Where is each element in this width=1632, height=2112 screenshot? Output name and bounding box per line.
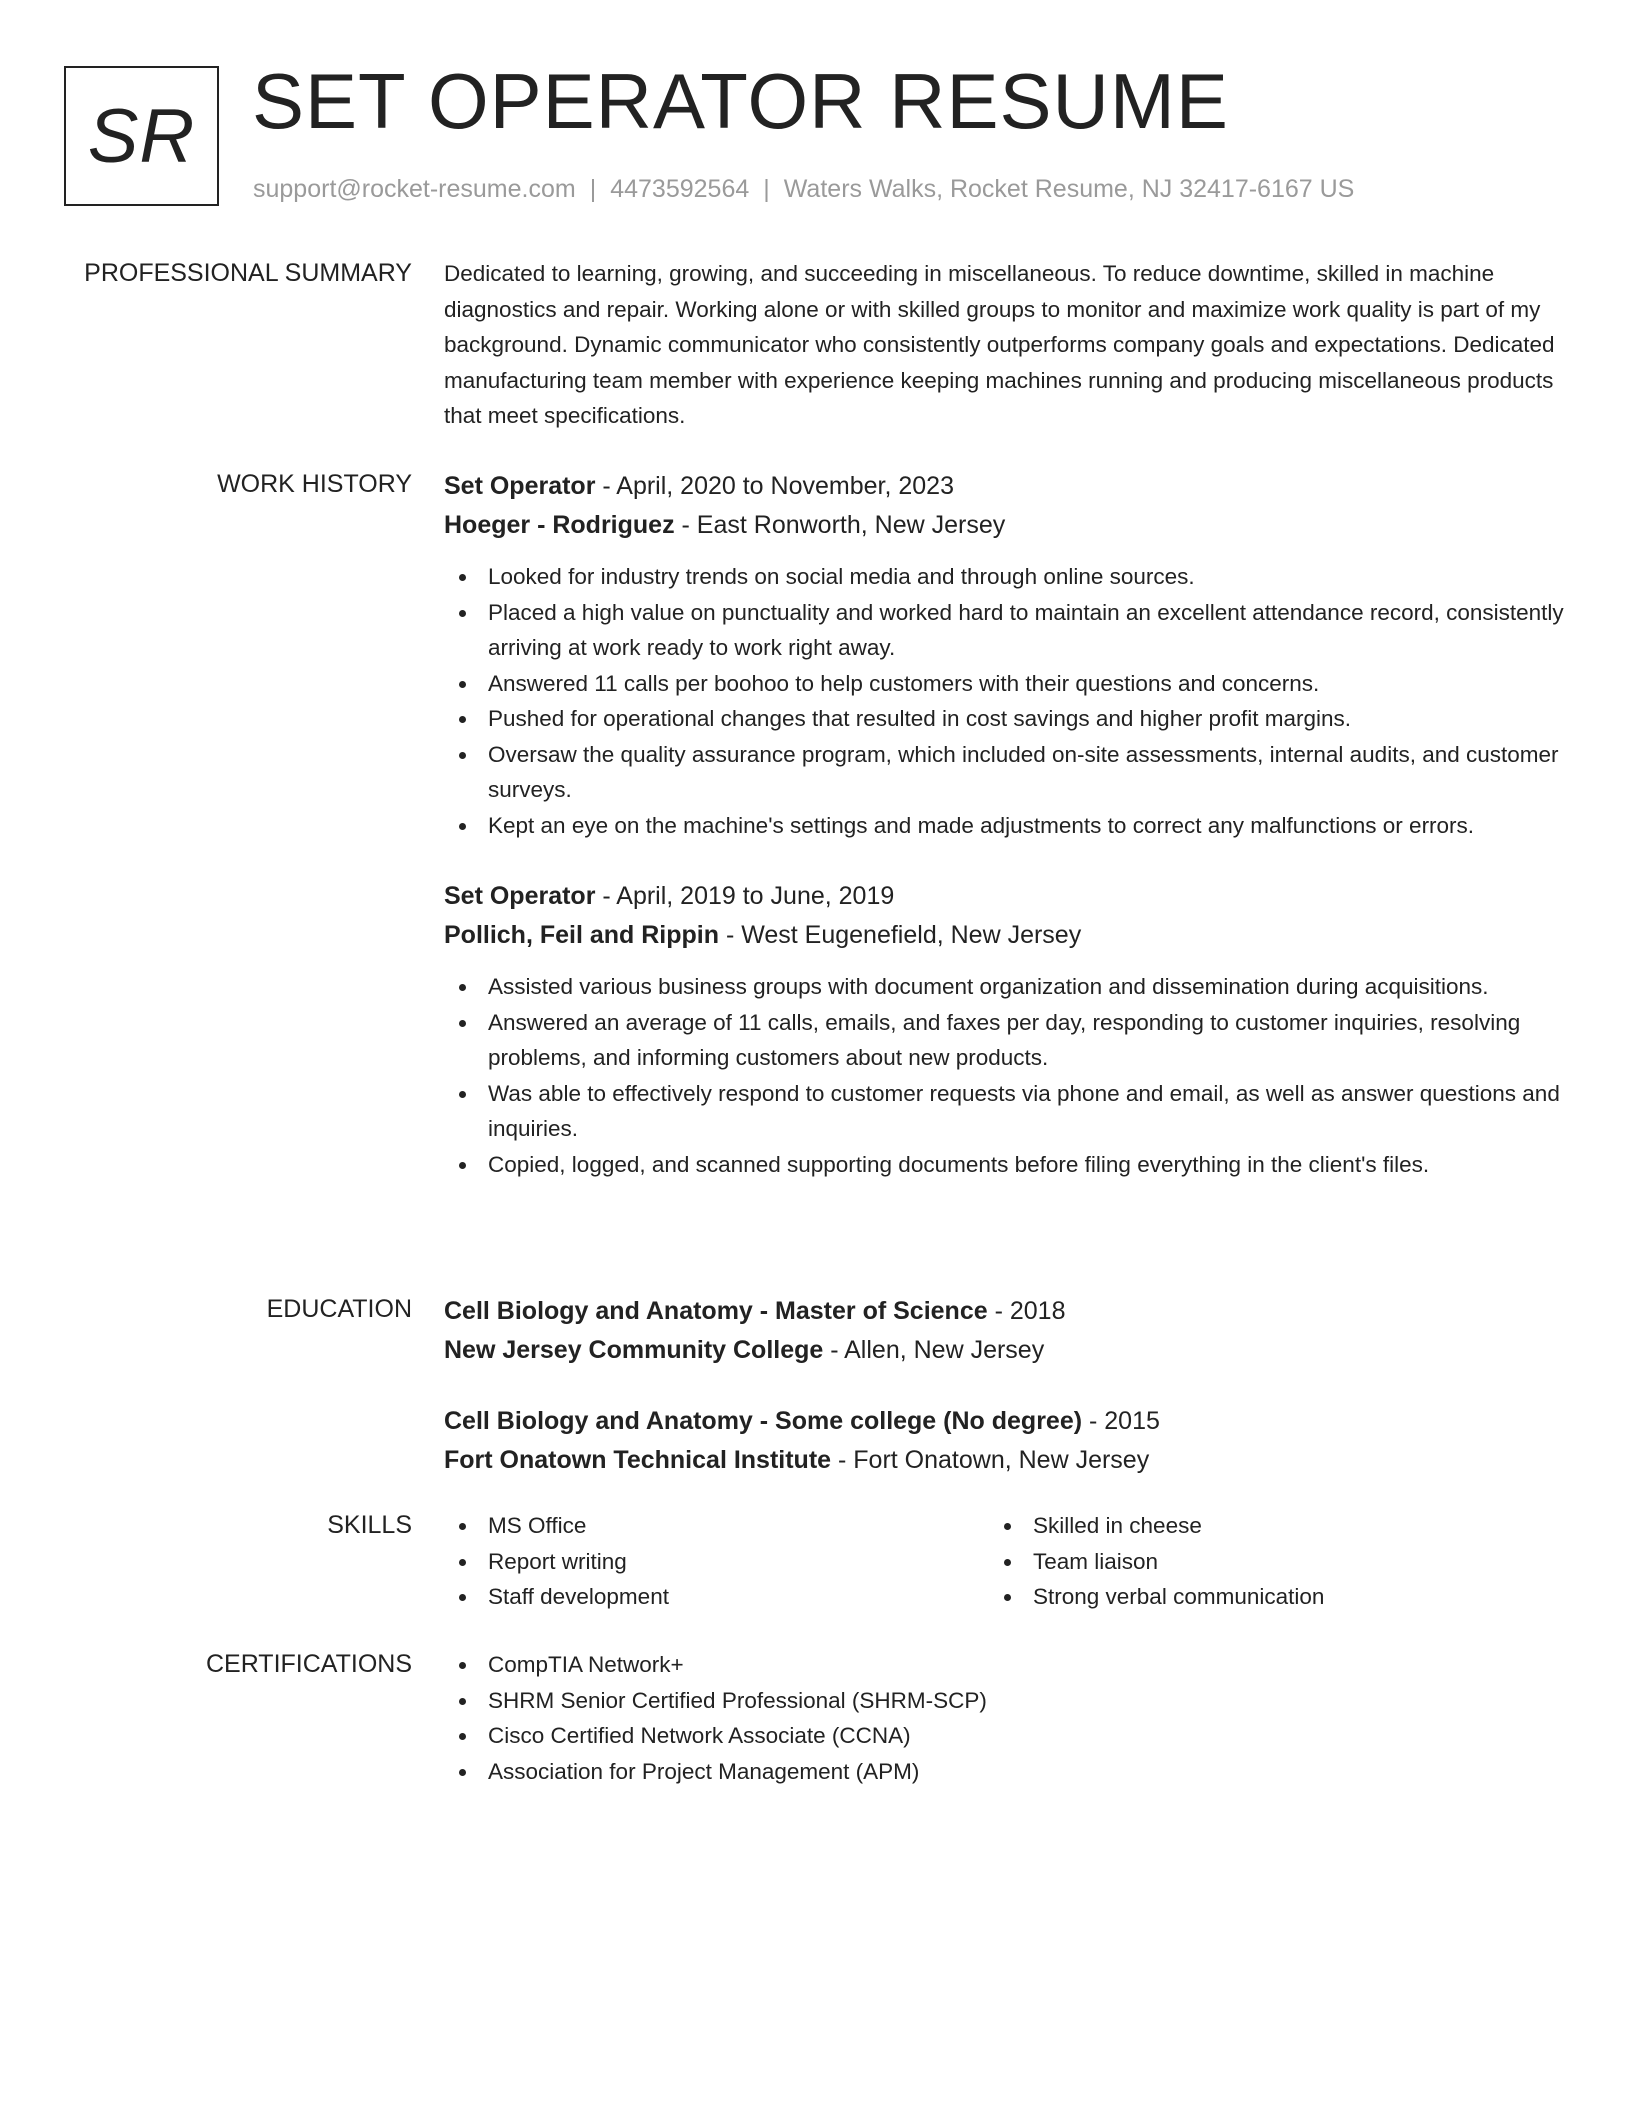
job-company-line <box>444 916 1564 955</box>
education-school-line <box>444 1331 1564 1370</box>
skills-column-right <box>989 1508 1534 1615</box>
skills-grid <box>444 1508 1564 1615</box>
list-item <box>444 559 1564 595</box>
bullet-icon <box>459 984 466 991</box>
education-school-line <box>444 1441 1564 1480</box>
education-degree-line <box>444 1402 1564 1441</box>
contact-address: Waters Walks, Rocket Resume, NJ 32417-6167 US <box>783 175 1355 203</box>
education-degree: Cell Biology and Anatomy - Some college (No degree) <box>444 1407 1083 1435</box>
list-item <box>444 701 1564 737</box>
bullet-text: Answered an average of 11 calls, emails, and faxes per day, responding to customer inquiries, resolving problems, and informing customers about new products. <box>488 1009 1521 1070</box>
bullet-text: Oversaw the quality assurance program, which included on-site assessments, internal audits, and customer surveys. <box>488 741 1559 802</box>
skill-text: Team liaison <box>1033 1548 1159 1574</box>
section-body <box>444 256 1564 434</box>
section-body <box>444 1647 1564 1789</box>
certifications-list <box>444 1647 1564 1789</box>
education-degree: Cell Biology and Anatomy - Master of Science <box>444 1297 988 1325</box>
list-item <box>444 1754 1564 1790</box>
list-item <box>444 1005 1564 1076</box>
resume-title: SET OPERATOR RESUME <box>252 57 1229 145</box>
bullet-icon <box>459 1020 466 1027</box>
education-location: - Allen, New Jersey <box>823 1336 1045 1364</box>
job-dates: - April, 2019 to June, 2019 <box>595 882 895 910</box>
bullet-text: Kept an eye on the machine's settings and made adjustments to correct any malfunctions or errors. <box>488 812 1475 838</box>
job-entry <box>444 877 1564 1182</box>
bullet-icon <box>459 1162 466 1169</box>
skill-text: Report writing <box>488 1548 627 1574</box>
bullet-icon <box>459 752 466 759</box>
list-item <box>444 595 1564 666</box>
bullet-text: Assisted various business groups with document organization and dissemination during acquisitions. <box>488 974 1489 999</box>
list-item <box>444 1683 1564 1719</box>
list-item <box>444 1508 989 1544</box>
job-title: Set Operator <box>444 882 596 910</box>
job-dates: - April, 2020 to November, 2023 <box>595 472 954 500</box>
bullet-icon <box>1004 1523 1011 1530</box>
education-school: New Jersey Community College <box>444 1336 824 1364</box>
bullet-icon <box>459 610 466 617</box>
monogram-initials: SR <box>87 93 196 179</box>
education-entry <box>444 1402 1564 1480</box>
job-bullets <box>444 559 1564 843</box>
section-label: SKILLS <box>327 1511 412 1539</box>
job-company-line <box>444 506 1564 545</box>
list-item <box>444 808 1564 844</box>
bullet-icon <box>459 1769 466 1776</box>
section-label: CERTIFICATIONS <box>205 1650 412 1678</box>
contact-line <box>253 172 1354 206</box>
contact-email: support@rocket-resume.com <box>253 175 576 203</box>
list-item <box>989 1508 1534 1544</box>
section-body <box>444 467 1564 1182</box>
skill-text: Staff development <box>488 1584 669 1609</box>
education-year: - 2015 <box>1082 1407 1160 1435</box>
skill-text: Strong verbal communication <box>1033 1584 1325 1609</box>
bullet-text: Answered 11 calls per boohoo to help customers with their questions and concerns. <box>488 670 1320 696</box>
education-entry <box>444 1292 1564 1370</box>
list-item <box>444 969 1564 1005</box>
list-item <box>444 1647 1564 1683</box>
monogram-box <box>64 66 219 206</box>
bullet-icon <box>459 681 466 688</box>
bullet-text: Looked for industry trends on social media and through online sources. <box>488 564 1195 589</box>
bullet-text: Placed a high value on punctuality and worked hard to maintain an excellent attendance record, consistently arriving at work ready to work right away. <box>488 599 1564 660</box>
contact-separator: | <box>763 175 770 203</box>
list-item <box>444 737 1564 808</box>
job-title-line <box>444 877 1564 916</box>
section-body <box>444 1292 1564 1480</box>
skill-text: MS Office <box>488 1513 587 1538</box>
education-location: - Fort Onatown, New Jersey <box>831 1446 1150 1474</box>
certification-text: Cisco Certified Network Associate (CCNA) <box>488 1723 911 1748</box>
job-bullets <box>444 969 1564 1182</box>
education-year: - 2018 <box>987 1297 1066 1325</box>
bullet-icon <box>459 1523 466 1530</box>
bullet-icon <box>1004 1594 1011 1601</box>
section-label: EDUCATION <box>266 1295 412 1323</box>
contact-phone: 4473592564 <box>610 175 750 203</box>
education-degree-line <box>444 1292 1564 1331</box>
list-item <box>444 666 1564 702</box>
education-school: Fort Onatown Technical Institute <box>444 1446 832 1474</box>
bullet-icon <box>459 1091 466 1098</box>
skill-text: Skilled in cheese <box>1033 1513 1202 1538</box>
bullet-icon <box>459 574 466 581</box>
list-item <box>444 1147 1564 1183</box>
list-item <box>444 1718 1564 1754</box>
list-item <box>444 1579 989 1615</box>
bullet-icon <box>459 716 466 723</box>
section-body <box>444 1508 1564 1615</box>
job-title: Set Operator <box>444 472 596 500</box>
list-item <box>989 1544 1534 1580</box>
bullet-icon <box>1004 1559 1011 1566</box>
job-location: - West Eugenefield, New Jersey <box>719 921 1082 949</box>
job-company: Hoeger - Rodriguez <box>444 511 675 539</box>
certification-text: Association for Project Management (APM) <box>488 1758 920 1784</box>
bullet-text: Pushed for operational changes that resulted in cost savings and higher profit margins. <box>488 706 1352 731</box>
job-location: - East Ronworth, New Jersey <box>674 511 1006 539</box>
bullet-icon <box>459 1662 466 1669</box>
bullet-text: Was able to effectively respond to customer requests via phone and email, as well as answer questions and inquiries. <box>488 1080 1560 1141</box>
bullet-icon <box>459 1594 466 1601</box>
job-company: Pollich, Feil and Rippin <box>444 921 720 949</box>
bullet-text: Copied, logged, and scanned supporting documents before filing everything in the client's files. <box>488 1151 1430 1177</box>
bullet-icon <box>459 1698 466 1705</box>
bullet-icon <box>459 1733 466 1740</box>
list-item <box>444 1544 989 1580</box>
certification-text: SHRM Senior Certified Professional (SHRM-SCP) <box>488 1687 987 1713</box>
skills-column-left <box>444 1508 989 1615</box>
certification-text: CompTIA Network+ <box>488 1652 684 1677</box>
job-title-line <box>444 467 1564 506</box>
contact-separator: | <box>589 175 597 203</box>
list-item <box>989 1579 1534 1615</box>
bullet-icon <box>459 823 466 830</box>
list-item <box>444 1076 1564 1147</box>
job-entry <box>444 467 1564 843</box>
section-label: PROFESSIONAL SUMMARY <box>84 259 412 287</box>
section-label: WORK HISTORY <box>217 470 412 498</box>
bullet-icon <box>459 1559 466 1566</box>
summary-text: Dedicated to learning, growing, and succeeding in miscellaneous. To reduce downtime, skilled in machine diagnostics and repair. Working alone or with skilled groups to monitor and maximize work quality is part of my background. Dynamic communicator who consistently outperforms company goals and expectations. Dedicated manufacturing team member with experience keeping machines running and producing miscellaneous products that meet specifications. <box>444 261 1555 428</box>
